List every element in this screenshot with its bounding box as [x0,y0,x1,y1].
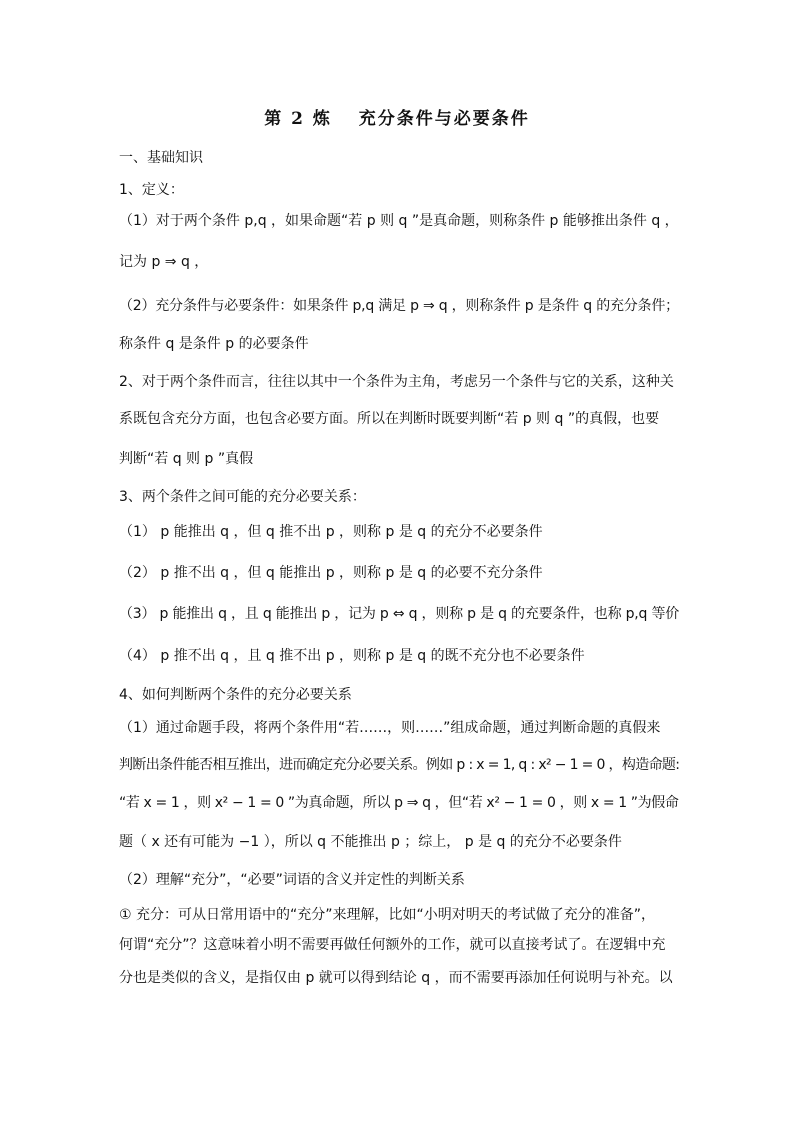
text-line: 记为 p ⇒ q ， [119,254,209,270]
text-line: （2） p 推不出 q ，但 q 能推出 p ，则称 p 是 q 的必要不充分条件 [119,565,543,581]
document-title: 第 2 炼 充分条件与必要条件 [264,109,530,129]
text-line: 判断“若 q 则 p ”真假 [119,451,254,467]
text-line: （2）充分条件与必要条件：如果条件 p,q 满足 p ⇒ q ，则称条件 p 是条件 q 的充分条件； [119,298,679,314]
text-line: 系既包含充分方面，也包含必要方面。所以在判断时既要判断“若 p 则 q ”的真假，也要 [119,411,660,427]
subheading-how-to-judge: 4、如何判断两个条件的充分必要关系 [119,687,352,703]
text-line: ① 充分：可从日常用语中的“充分”来理解，比如“小明对明天的考试做了充分的准备”， [119,907,656,923]
section-heading-basics: 一、基础知识 [119,150,203,166]
subheading-definition: 1、定义： [119,182,184,198]
text-line: 称条件 q 是条件 p 的必要条件 [119,336,309,352]
text-line: （4） p 推不出 q ，且 q 推不出 p ，则称 p 是 q 的既不充分也不必要条件 [119,648,585,664]
text-line: 何谓“充分”？这意味着小明不需要再做任何额外的工作，就可以直接考试了。在逻辑中充 [119,937,666,953]
text-line: （1）通过命题手段，将两个条件用“若……，则……”组成命题，通过判断命题的真假来 [119,720,661,736]
text-line: “若 x = 1 ，则 x² − 1 = 0 ”为真命题，所以 p ⇒ q ，但“若 x² − 1 = 0 ，则 x = 1 ”为假命 [119,795,679,811]
text-line: 2、对于两个条件而言，往往以其中一个条件为主角，考虑另一个条件与它的关系，这种关 [119,374,674,390]
text-line: （2）理解“充分”，“必要”词语的含义并定性的判断关系 [119,872,465,888]
text-line: （1） p 能推出 q ，但 q 推不出 p ，则称 p 是 q 的充分不必要条件 [119,524,543,540]
text-line: （1）对于两个条件 p,q ，如果命题“若 p 则 q ”是真命题，则称条件 p 能够推出条件 q ， [119,213,679,229]
text-line: 判断出条件能否相互推出，进而确定充分必要关系。例如 p : x = 1, q : x² − 1 = 0 ，构造命题: [119,757,680,773]
subheading-relations: 3、两个条件之间可能的充分必要关系： [119,489,366,505]
text-line: （3） p 能推出 q ，且 q 能推出 p ，记为 p ⇔ q ，则称 p 是 q 的充要条件，也称 p,q 等价 [119,606,680,622]
text-line: 题（ x 还有可能为 −1 ），所以 q 不能推出 p ；综上， p 是 q 的充分不必要条件 [119,834,622,850]
text-line: 分也是类似的含义，是指仅由 p 就可以得到结论 q ，而不需要再添加任何说明与补充。以 [119,970,673,986]
